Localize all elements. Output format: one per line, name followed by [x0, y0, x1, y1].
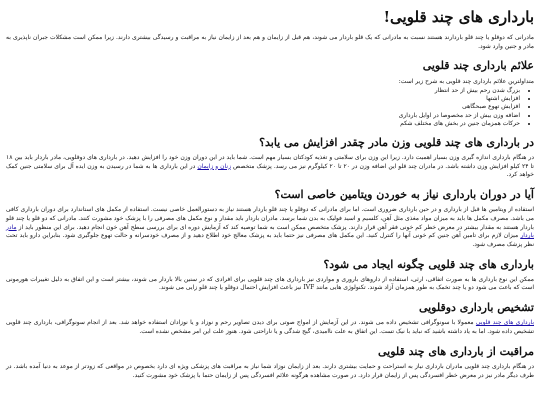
section-heading-weight: در بارداری های چند قلویی وزن مادر چقدر افزایش می یابد؟ — [259, 135, 534, 149]
diagnosis-paragraph — [6, 319, 534, 336]
vitamins-paragraph — [6, 206, 534, 249]
section-heading-care: مراقبت از بارداری های چند قلویی — [378, 344, 534, 358]
list-item: • بزرگ شدن رحم بیش از حد انتظار — [6, 87, 520, 95]
weight-paragraph — [6, 154, 534, 180]
page-title: بارداری های چند قلویی! — [383, 8, 534, 26]
causes-paragraph: ممکن این نوع بارداری ها به صورت اتفاقی، ارثی، استفاده از داروهای باروری و مواردی نیز بارداری های چند قلویی برای افرادی که در سنین بالا باردار می شوند، بیشتر است و این اتفاق به دلیل تغییرات هورمونی است که باعث می شود دو یا چند تخمک به طور همزمان آزاد شوند. تکنولوژی هایی مانند IVF نیز باعث افزایش احتمال دوقلو یا چند قلو زایی می شوند. — [6, 275, 534, 292]
weight-text-2: در این بارداری ها به شما در رسیدن به وزن ایده آل برای سلامتی جنین کمک خواهد کرد. — [6, 162, 534, 179]
list-item: • افزایش تهوع صبحگاهی — [6, 103, 520, 111]
care-paragraph: در هنگام بارداری چند قلویی مادران بارداری نیاز به استراحت و حمایت بیشتری دارند. بعد از زایمان نوزاد شما نیاز به مراقبت های پزشکی ویژه ای دارد بخصوص در مواقعی که زودتر از موعد به دنیا آمده باشد. در طرف دیگر مادر نیز در معرض خطر افسردگی پس از زایمان قرار دارد. در صورت مشاهده هرگونه علائم افسردگی پس از زایمان حتما با پزشک خود مشورت کنید. — [6, 362, 534, 379]
symptoms-list — [6, 87, 534, 127]
list-item: • افزایش اشتها — [6, 95, 520, 103]
symptoms-lead: متداولترین علائم بارداری چند قلویی به شرح زیر است: — [398, 77, 534, 85]
intro-paragraph: مادرانی که دوقلو یا چند قلو باردارند هستند نسبت به مادرانی که یک قلو باردار می شوند، هم قبل از زایمان و هم بعد از زایمان نیاز به مراقبت و رسیدگی بیشتری دارند. زیرا ممکن است مشکلات جبران ناپذیری به مادر و جنین وارد شود. — [6, 34, 534, 50]
section-heading-diagnosis: تشخیص بارداری دوقلویی — [418, 301, 534, 315]
section-heading-symptoms: علائم بارداری چند قلویی — [422, 59, 534, 73]
pregnant-mother-link[interactable]: مادر باردار — [6, 223, 534, 240]
diagnosis-text: معمولا با سونوگرافی تشخیص داده می شوند. در این آزمایش از امواج صوتی برای دیدن تصاویر رحم و نوزاد و یا نوزادان استفاده خواهد شد. بعد از انجام سونوگرافی، بارداری چند قلویی تشخیص داده شود. اما به یاد داشته باشید که نباید با نیک تست. این اتفاق به علت ناامیدی، گیج شدگی و یا ناراحتی شود. هنوز علت این امر مشخص نشده است. — [6, 319, 534, 336]
list-item: • اضافه وزن بیش از حد مخصوصا در اوایل بارداری — [6, 112, 520, 120]
list-item: • حرکات همزمان جنین در بخش های مختلف شکم — [6, 120, 520, 128]
section-heading-vitamins: آیا در دوران بارداری نیاز به خوردن ویتامین خاصی است؟ — [274, 187, 534, 201]
section-heading-causes: بارداری های چند قلویی چگونه ایجاد می شود؟ — [323, 257, 534, 271]
gynecology-link[interactable]: زنان و زایمان — [197, 162, 231, 170]
vitamins-text-2: میزان لازم برای تامین آهن جنین کم خونی آنها را کنترل کنید. این مکمل های مصرفی نیز حتما باید به پزشک معالج خود اطلاع دهید و از مصرف خودسرانه و حالت تهوع جلوگیری شود. بنابراین دارو باید تحت نظر پزشک مصرف شود. — [6, 232, 534, 248]
multiple-pregnancy-link[interactable]: بارداری های چند قلویی — [475, 319, 534, 327]
vitamins-text-1: استفاده از ویتامین ها قبل از بارداری و در حین بارداری ضروری است. اما برای مادرانی که دوقلو یا چند قلو باردار هستند نیاز به دستورالعمل خاصی نیست. استفاده از مکمل های استاندارد برای دوران بارداری کافی می باشد. مصرف مکمل ها باید به میزان مواد مغذی مثل آهن، کلسیم و اسید فولیک به بدن شما برسد. مادران باردار باید مقدار و نوع مکمل های مصرفی را با پزشک خود مشورت کنند. مادرانی که دو قلو یا چند قلو باردار هستند به مقدار بیشتر در معرض خطر کم خونی فقر آهن قرار دارند. پزشک متخصص ممکن است به شما توصیه کند که آزمایش دوره ای برای بررسی سطح آهن خون انجام دهید. برای این منظور باید از — [6, 206, 534, 231]
weight-text-1: در هنگام بارداری اندازه گیری وزن بسیار اهمیت دارد. زیرا این وزن برای سلامتی و تغذیه کودکتان بسیار مهم است. شما باید در این دوران وزن خود را افزایش دهید. در بارداری های دوقلویی، مادر باردار باید بین ۱۸ تا ۲۴ کیلو افزایش وزن داشته باشد. در مادران چند قلو این اضافه وزن در ۲۰ تا ۲۰ کیلوگرم نیز می رسد. پزشک متخصص — [6, 153, 534, 170]
